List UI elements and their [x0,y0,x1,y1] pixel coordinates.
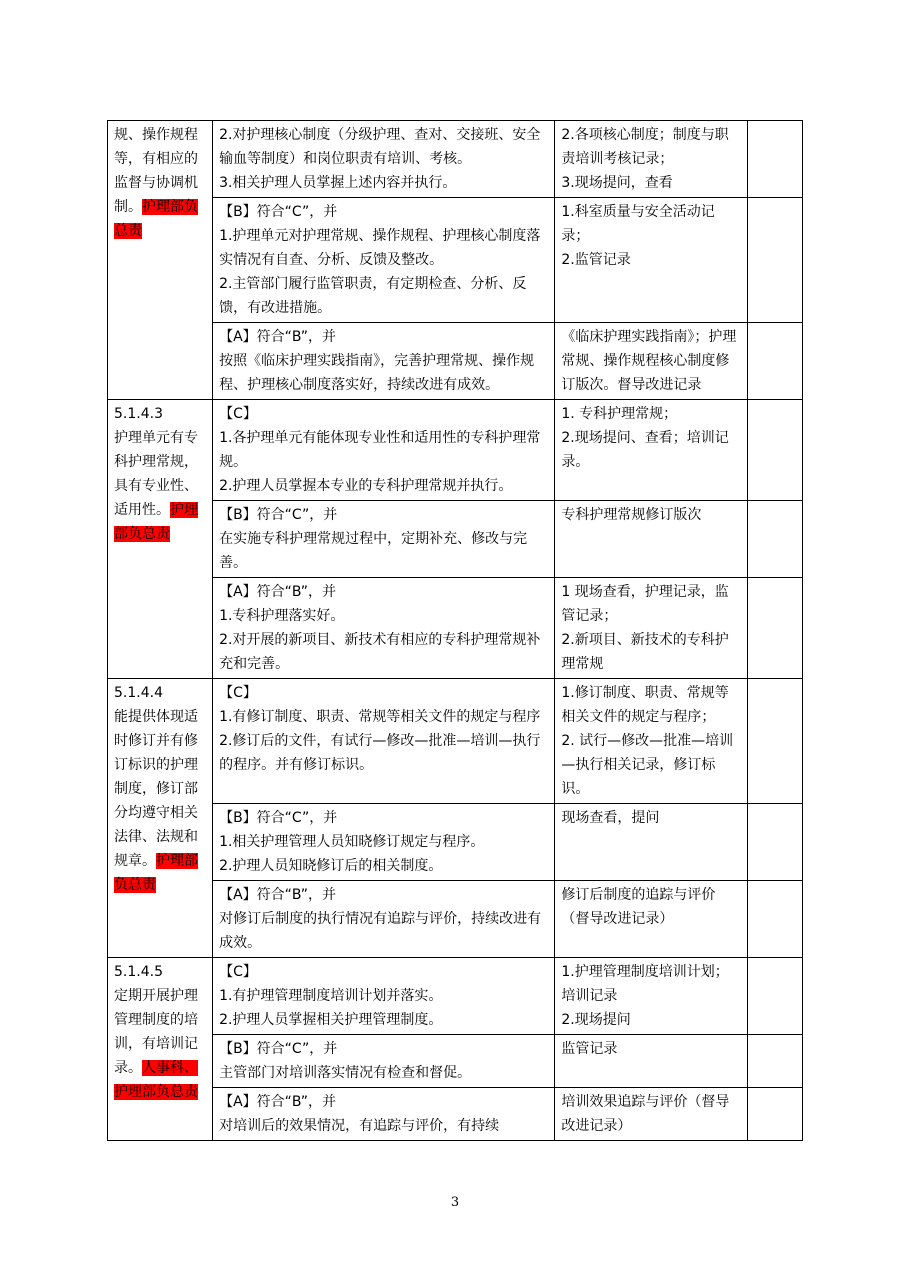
evidence-cell [555,400,747,501]
requirement-line: 对修订后制度的执行情况有追踪与评价，持续改进有成效。 [219,911,542,951]
table-row [108,679,803,804]
requirement-line: 【A】符合“B”，并 [219,887,336,903]
evidence-cell [555,1088,747,1141]
requirement-line: 【A】符合“B”，并 [219,584,336,600]
item-title: 规、操作规程等，有相应的监督与协调机制。 [114,127,198,215]
requirement-line: 【C】 [219,685,257,701]
table-row [108,501,803,578]
requirement-line: 【A】符合“B”，并 [219,1094,336,1110]
evidence-line: 1.修订制度、职责、常规等相关文件的规定与程序； [561,685,729,725]
requirement-line: 主管部门对培训落实情况有检查和督促。 [219,1065,472,1081]
requirement-line: 1.有修订制度、职责、常规等相关文件的规定与程序 [219,709,541,725]
evidence-line: 1.科室质量与安全活动记录； [561,204,715,244]
requirement-line: 2.护理人员知晓修订后的相关制度。 [219,858,443,874]
requirement-line: 1.专科护理落实好。 [219,608,345,624]
requirement-line: 【B】符合“C”，并 [219,1041,338,1057]
evidence-line: 2. 试行—修改—批准—培训—执行相关记录，修订标识。 [561,733,734,797]
evidence-line: 现场查看，提问 [561,810,660,826]
requirement-cell [213,198,555,323]
evidence-line: 1 现场查看，护理记录，监管记录； [561,584,729,624]
score-cell [747,1035,802,1088]
table-row [108,1088,803,1141]
requirement-line: 1.相关护理管理人员知晓修订规定与程序。 [219,834,485,850]
requirement-cell [213,804,555,881]
item-cell [108,679,213,958]
evidence-line: 2.新项目、新技术的专科护理常规 [561,632,729,672]
requirement-line: 1.有护理管理制度培训计划并落实。 [219,988,443,1004]
page-number: 3 [450,1195,460,1210]
standards-table [107,120,803,1141]
requirement-line: 【B】符合“C”，并 [219,810,338,826]
item-code: 5.1.4.4 [114,685,163,701]
score-cell [747,679,802,804]
evidence-line: 3.现场提问，查看 [561,175,673,191]
responsibility-highlight: 护理部负总责 [114,853,198,893]
requirement-line: 【B】符合“C”，并 [219,204,338,220]
evidence-line: 《临床护理实践指南》；护理常规、操作规程核心制度修订版次。督导改进记录 [561,329,737,393]
requirement-line: 在实施专科护理常规过程中，定期补充、修改与完善。 [219,531,528,571]
requirement-line: 2.对护理核心制度（分级护理、查对、交接班、安全输血等制度）和岗位职责有培训、考核。 [219,127,541,167]
requirement-line: 【C】 [219,964,257,980]
item-code: 5.1.4.3 [114,406,163,422]
evidence-cell [555,578,747,679]
evidence-line: 2.现场提问、查看；培训记录。 [561,430,729,470]
table-row [108,323,803,400]
table-row [108,121,803,198]
item-cell [108,958,213,1141]
item-cell [108,121,213,400]
score-cell [747,323,802,400]
table-row [108,578,803,679]
requirement-line: 【A】符合“B”，并 [219,329,336,345]
evidence-cell [555,679,747,804]
evidence-line: 1.护理管理制度培训计划；培训记录 [561,964,729,1004]
score-cell [747,198,802,323]
evidence-cell [555,323,747,400]
requirement-line: 2.护理人员掌握本专业的专科护理常规并执行。 [219,478,513,494]
evidence-cell [555,881,747,958]
item-cell [108,400,213,679]
evidence-cell [555,804,747,881]
requirement-line: 2.对开展的新项目、新技术有相应的专科护理常规补充和完善。 [219,632,541,672]
requirement-cell [213,881,555,958]
responsibility-highlight: 人事科、护理部负总责 [114,1060,198,1100]
evidence-line: 专科护理常规修订版次 [561,507,702,523]
evidence-line: 2.各项核心制度；制度与职责培训考核记录； [561,127,729,167]
evidence-cell [555,198,747,323]
responsibility-highlight: 护理部负总责 [114,199,198,239]
requirement-cell [213,578,555,679]
score-cell [747,958,802,1035]
table-row [108,881,803,958]
requirement-line: 按照《临床护理实践指南》，完善护理常规、操作规程、护理核心制度落实好，持续改进有成效。 [219,353,535,393]
score-cell [747,400,802,501]
requirement-cell [213,400,555,501]
evidence-line: 监管记录 [561,1041,618,1057]
requirement-line: 3.相关护理人员掌握上述内容并执行。 [219,175,457,191]
requirement-line: 2.主管部门履行监管职责，有定期检查、分析、反馈，有改进措施。 [219,276,527,316]
evidence-line: 培训效果追踪与评价（督导改进记录） [561,1094,730,1134]
evidence-cell [555,121,747,198]
requirement-cell [213,121,555,198]
standards-table-body [108,121,803,1141]
requirement-line: 2.修订后的文件，有试行—修改—批准—培训—执行的程序。并有修订标识。 [219,733,541,773]
requirement-line: 【B】符合“C”，并 [219,507,338,523]
requirement-cell [213,501,555,578]
evidence-cell [555,1035,747,1088]
item-title: 定期开展护理管理制度的培训，有培训记录。 [114,988,198,1076]
requirement-line: 对培训后的效果情况，有追踪与评价，有持续 [219,1118,500,1134]
table-row [108,400,803,501]
evidence-line: 2.现场提问 [561,1012,631,1028]
evidence-line: 2.监管记录 [561,252,631,268]
table-row [108,1035,803,1088]
requirement-cell [213,958,555,1035]
score-cell [747,501,802,578]
requirement-line: 1.护理单元对护理常规、操作规程、护理核心制度落实情况有自查、分析、反馈及整改。 [219,228,541,268]
requirement-line: 1.各护理单元有能体现专业性和适用性的专科护理常规。 [219,430,541,470]
requirement-cell [213,679,555,804]
evidence-line: 修订后制度的追踪与评价（督导改进记录） [561,887,716,927]
table-row [108,958,803,1035]
table-row [108,804,803,881]
responsibility-highlight: 护理部负总责 [114,502,198,542]
table-row [108,198,803,323]
score-cell [747,1088,802,1141]
evidence-line: 1. 专科护理常规； [561,406,678,422]
score-cell [747,881,802,958]
evidence-cell [555,501,747,578]
requirement-cell [213,1035,555,1088]
evidence-cell [555,958,747,1035]
score-cell [747,121,802,198]
score-cell [747,578,802,679]
score-cell [747,804,802,881]
item-title: 护理单元有专科护理常规，具有专业性、适用性。 [114,430,198,518]
requirement-cell [213,323,555,400]
item-code: 5.1.4.5 [114,964,163,980]
requirement-line: 2.护理人员掌握相关护理管理制度。 [219,1012,443,1028]
item-title: 能提供体现适时修订并有修订标识的护理制度，修订部分均遵守相关法律、法规和规章。 [114,709,198,869]
requirement-line: 【C】 [219,406,257,422]
requirement-cell [213,1088,555,1141]
